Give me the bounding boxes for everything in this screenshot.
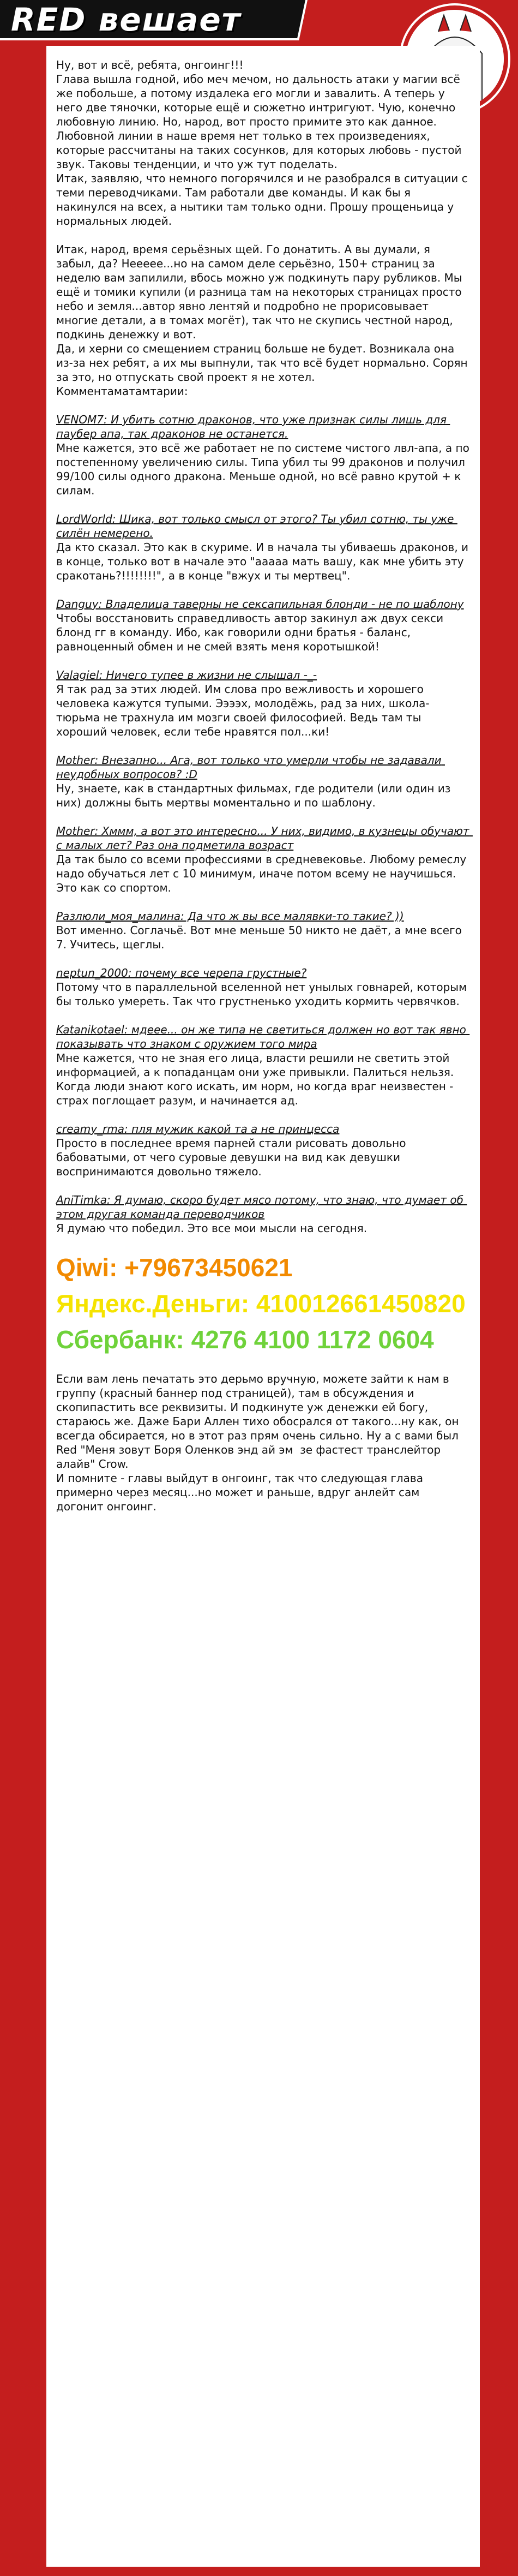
comment-block — [56, 1122, 470, 1179]
comment-reply: Мне кажется, это всё же работает не по системе чистого лвл-апа, а по постепенному увеличению силы. Типа убил ты 99 драконов и получил 99/100 силы одного дракона. Меньше одной, но всё равно крутой + к силам. — [56, 441, 473, 497]
comment-block — [56, 909, 470, 952]
comment-block — [56, 597, 470, 654]
comment-reply: Потому что в параллельной вселенной нет унылых говнарей, которым бы только умереть. Так что грустненько уходить кормить червячков. — [56, 981, 471, 1008]
comment-quote: Mother: Хммм, а вот это интересно... У них, видимо, в кузнецы обучают с малых лет? Раз она подметила возраст — [56, 824, 473, 852]
comment-reply: Ну, знаете, как в стандартных фильмах, где родители (или один из них) должны быть мертвы моментально и по шаблону. — [56, 782, 454, 809]
yandex-money-wallet[interactable]: Яндекс.Деньги: 410012661450820 — [56, 1289, 466, 1318]
comment-quote: Valagiel: Ничего тупее в жизни не слышал -_- — [56, 668, 317, 682]
comment-reply: Да кто сказал. Это как в скуриме. И в начала ты убиваешь драконов, и в конце, только вот в начале это "ааааа мать вашу, как мне убить эту сракотань?!!!!!!!!", а в конце "вжух и ты мертвец". — [56, 541, 472, 582]
comment-block — [56, 413, 473, 498]
comment-quote: Katanikotael: мдеее... он же типа не светиться должен но вот так явно показывать что знаком с оружием того мира — [56, 1023, 470, 1050]
sberbank-card[interactable]: Сбербанк: 4276 4100 1172 0604 — [56, 1325, 434, 1354]
comment-block — [56, 1023, 470, 1108]
comment-block — [56, 753, 470, 810]
article-body — [46, 46, 480, 2567]
comment-quote: Mother: Внезапно... Ага, вот только что умерли чтобы не задавали неудобных вопросов? :D — [56, 754, 445, 781]
comment-quote: creamy_rma: пля мужик какой та а не принцесса — [56, 1122, 340, 1135]
comment-block — [56, 668, 470, 739]
qiwi-wallet[interactable]: Qiwi: +79673450621 — [56, 1253, 293, 1282]
comment-reply: Я думаю что победил. Это все мои мысли на сегодня. — [56, 1222, 368, 1235]
comment-reply: Я так рад за этих людей. Им слова про вежливость и хорошего человека кажутся тупыми. Ээээх, молодёжь, рад за них, школа-тюрьма не трахнула им мозги своей философией. Ведь там ты хороший человек, если тебе нравятся пол...ки! — [56, 683, 430, 738]
comment-reply: Да так было со всеми профессиями в средневековье. Любому ремеслу надо обучаться лет с 10 минимум, иначе потом всему не научишься. Это как со спортом. — [56, 853, 470, 894]
comment-reply: Вот именно. Соглачьё. Вот мне меньше 50 никто не даёт, а мне всего 7. Учитесь, щеглы. — [56, 924, 466, 951]
comment-quote: Danguy: Владелица таверны не сексапильная блонди - не по шаблону — [56, 597, 464, 611]
comment-block — [56, 512, 470, 583]
comment-block — [56, 1193, 470, 1235]
comment-reply: Просто в последнее время парней стали рисовать довольно бабоватыми, от чего суровые девушки на вид как девушки воспринимаются довольно тяжело. — [56, 1137, 409, 1178]
intro-paragraph-1: Ну, вот и всё, ребята, онгоинг!!! Глава вышла годной, ибо меч мечом, но дальность атаки у магии всё же побольше, а потому издалека его могли и завалить. А теперь у него две тяночки, которые ещё и сюжетно интригуют. Чую, конечно любовную линию. Но, народ, вот просто примите это как данное. Любовной линии в наше время нет только в тех произведениях, которые рассчитаны на таких сосунков, для которых любовь - пустой звук. Таковы тенденции, и что уж тут поделать. Итак, заявляю, что немного погорячился и не разобрался в ситуации с теми переводчиками. Там работали две команды. И как бы я накинулся на всех, а нытики там только одни. Прошу прощеньица у нормальных людей. — [56, 58, 468, 228]
comment-quote: VENOM7: И убить сотню драконов, что уже признак силы лишь для паубер апа, так драконов не останется. — [56, 413, 450, 440]
comment-quote: LordWorld: Шика, вот только смысл от этого? Ты убил сотню, ты уже силён немерено. — [56, 512, 457, 540]
outro-paragraph: Если вам лень печатать это дерьмо вручную, можете зайти к нам в группу (красный баннер под страницей), там в обсуждения и скопипастить все реквизиты. И подкинуте уж денежки ей богу, стараюсь же. Даже Бари Аллен тихо обосрался от такого...ну как, он всегда обсирается, но в этот раз прям очень сильно. Ну а с вами был Red "Меня зовут Боря Оленков энд ай эм зе фастест транслейтор алайв" Crow. И помните - главы выйдут в онгоинг, так что следующая глава примерно через месяц...но может и раньше, вдруг анлейт сам догонит онгоинг. — [56, 1372, 459, 1513]
intro-paragraph-2: Итак, народ, время серьёзных щей. Го донатить. А вы думали, я забыл, да? Неееее...но на самом деле серьёзно, 150+ страниц за неделю вам запилили, вбось можно уж подкинуть пару рубликов. Мы ещё и томики купили (и разница там на некоторых страницах просто небо и земля...автор явно лентяй и подробно не прорисовывает многие детали, а в томах могёт), так что не скупись честной народ, подкинь денежку и вот. Да, и херни со смещением страниц больше не будет. Возникала она из-за нех ребят, а их мы выпнули, так что всё будет нормально. Сорян за это, но отпускать свой проект я не хотел. Комментаматамтарии: — [56, 243, 468, 398]
comment-quote: AniTimka: Я думаю, скоро будет мясо потому, что знаю, что думает об этом другая команда переводчиков — [56, 1193, 467, 1221]
comment-quote: Разлюли_моя_малина: Да что ж вы все малявки-то такие? )) — [56, 910, 404, 923]
payment-details — [56, 1250, 470, 1358]
comment-reply: Чтобы восстановить справедливость автор закинул аж двух секси блонд гг в команду. Ибо, как говорили одни братья - баланс, равноценный обмен и не смей взять меня коротышкой! — [56, 612, 447, 653]
comment-block — [56, 824, 473, 895]
comment-block — [56, 966, 470, 1008]
comment-reply: Мне кажется, что не зная его лица, власти решили не светить этой информацией, а к попаданцам они уже привыкли. Палиться нельзя. Когда люди знают кого искать, им норм, но когда враг неизвестен - страх поглощает разум, и начинается ад. — [56, 1051, 457, 1107]
comment-quote: neptun_2000: почему все черепа грустные? — [56, 966, 307, 979]
logo-text: RED вешает — [11, 1, 242, 38]
